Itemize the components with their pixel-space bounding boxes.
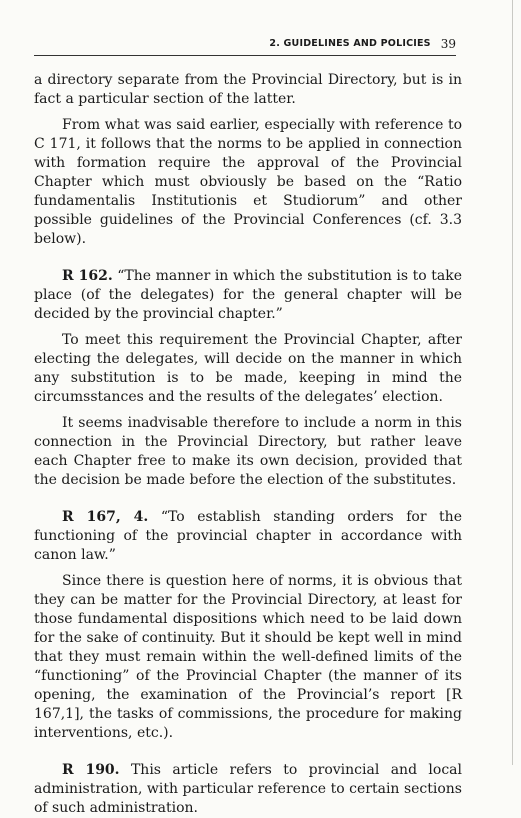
- ref-r167: R 167, 4.: [62, 509, 149, 525]
- ref-r190: R 190.: [62, 762, 120, 778]
- paragraph-r162: [34, 267, 462, 324]
- paragraph-inadvisable: It seems inadvisable therefore to include a norm in this connection in the Provincial Directory, but rather leave each Chapter free to make its own decision, provided that the decision be made before the election of the substitutes.: [34, 415, 462, 488]
- text-r190: This article refers to provincial and local administration, with particular reference to certain sections of such administration.: [34, 762, 462, 816]
- quote-r167: “To establish standing orders for the functioning of the provincial chapter in accordance with canon law.”: [34, 509, 462, 563]
- quote-r162: “The manner in which the substitution is to take place (of the delegates) for the general chapter will be decided by the provincial chapter.”: [34, 268, 462, 322]
- running-header: [34, 37, 456, 56]
- page-number: 39: [440, 37, 456, 51]
- page-edge: [512, 0, 513, 765]
- ref-r162: R 162.: [62, 268, 113, 284]
- running-head-title: 2. GUIDELINES AND POLICIES: [269, 38, 431, 49]
- paragraph-formation-norms: From what was said earlier, especially with reference to C 171, it follows that the norms to be applied in connection with formation require the approval of the Provincial Chapter which must obviously be based on the “Ratio fundamentalis Institutionis et Studiorum” and other possible guidelines of the Provincial Conferences (cf. 3.3 below).: [34, 117, 462, 247]
- paragraph-continuation: a directory separate from the Provincial Directory, but is in fact a particular section of the latter.: [34, 72, 462, 107]
- paragraph-norms: Since there is question here of norms, it is obvious that they can be matter for the Provincial Directory, at least for those fundamental dispositions which need to be laid down for the sake of continuity. But it should be kept well in mind that they must remain within the well-defined limits of the “functioning” of the Provincial Chapter (the manner of its opening, the examination of the Provincial’s report [R 167,1], the tasks of commissions, the procedure for making interventions, etc.).: [34, 573, 462, 741]
- paragraph-substitution: To meet this requirement the Provincial Chapter, after electing the delegates, will decide on the manner in which any substitution is to be made, keeping in mind the circumsstances and the results of the delegates’ election.: [34, 332, 462, 405]
- page-body: [34, 71, 462, 818]
- paragraph-r167: [34, 508, 462, 565]
- paragraph-r190: [34, 761, 462, 818]
